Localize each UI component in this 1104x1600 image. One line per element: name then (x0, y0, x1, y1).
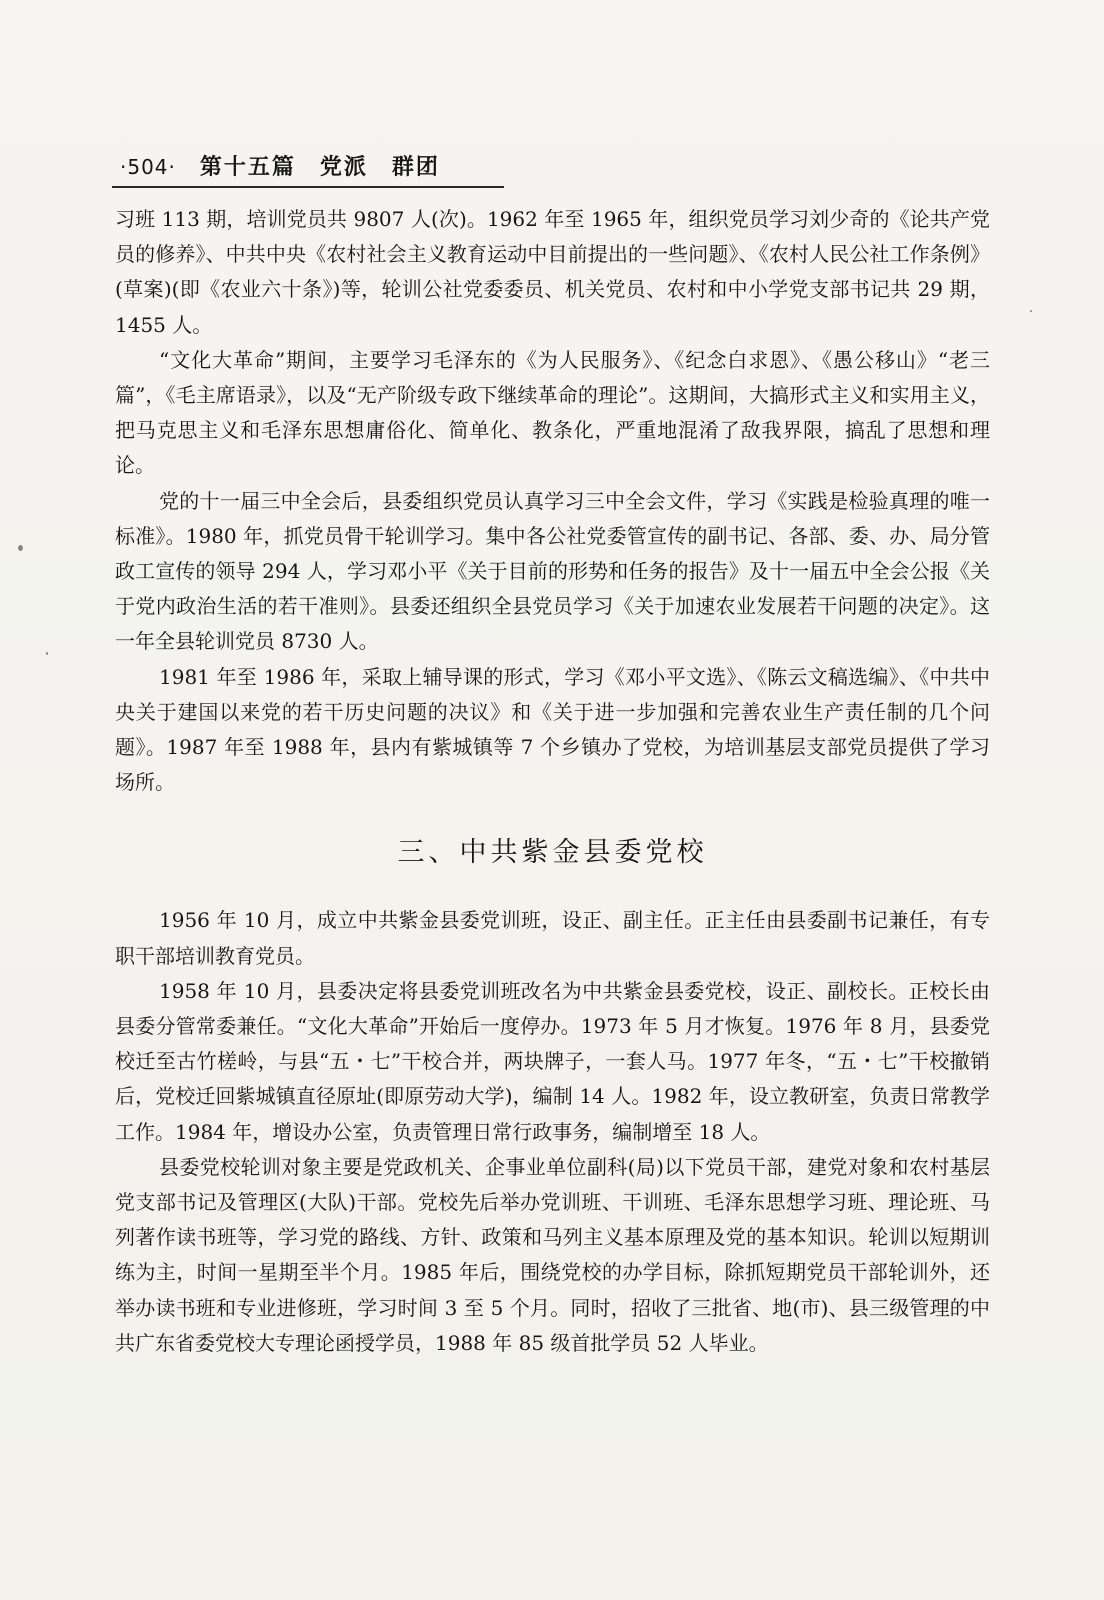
paragraph: 1981 年至 1986 年，采取上辅导课的形式，学习《邓小平文选》、《陈云文稿选编》、《中共中央关于建国以来党的若干历史问题的决议》和《关于进一步加强和完善农业生产责任制的几个问题》。1987 年至 1988 年，县内有紫城镇等 7 个乡镇办了党校，为培训基层支部党员提供了学习场所。 (115, 664, 990, 795)
page-number: ·504· (120, 155, 176, 179)
paragraph: 县委党校轮训对象主要是党政机关、企事业单位副科(局)以下党员干部，建党对象和农村基层党支部书记及管理区(大队)干部。党校先后举办党训班、干训班、毛泽东思想学习班、理论班、马列著作读书班等，学习党的路线、方针、政策和马列主义基本原理及党的基本知识。轮训以短期训练为主，时间一星期至半个月。1985 年后，围绕党校的办学目标，除抓短期党员干部轮训外，还举办读书班和专业进修班，学习时间 3 至 5 个月。同时，招收了三批省、地(市)、县三级管理的中共广东省委党校大专理论函授学员，1988 年 85 级首批学员 52 人毕业。 (115, 1154, 990, 1355)
paragraph: “文化大革命”期间，主要学习毛泽东的《为人民服务》、《纪念白求恩》、《愚公移山》“老三篇”，《毛主席语录》，以及“无产阶级专政下继续革命的理论”。这期间，大搞形式主义和实用主义，把马克思主义和毛泽东思想庸俗化、简单化、教条化，严重地混淆了敌我界限，搞乱了思想和理论。 (115, 347, 990, 478)
paragraph: 1956 年 10 月，成立中共紫金县委党训班，设正、副主任。正主任由县委副书记兼任，有专职干部培训教育党员。 (115, 908, 990, 968)
section-heading: 三、中共紫金县委党校 (397, 837, 708, 869)
body-text (115, 202, 990, 1361)
chapter-title: 第十五篇 党派 群团 (199, 155, 440, 180)
running-header (112, 150, 504, 188)
header-text (120, 150, 440, 181)
scan-speck (1030, 310, 1032, 312)
scan-speck (46, 652, 48, 655)
paragraph-continued: 习班 113 期，培训党员共 9807 人(次)。1962 年至 1965 年，组织党员学习刘少奇的《论共产党员的修养》、中共中央《农村社会主义教育运动中目前提出的一些问题》、《农村人民公社工作条例》(草案)(即《农业六十条》)等，轮训公社党委委员、机关党员、农村和中小学党支部书记共 29 期，1455 人。 (115, 207, 990, 337)
paragraph: 党的十一届三中全会后，县委组织党员认真学习三中全会文件，学习《实践是检验真理的唯一标准》。1980 年，抓党员骨干轮训学习。集中各公社党委管宣传的副书记、各部、委、办、局分管政工宣传的领导 294 人，学习邓小平《关于目前的形势和任务的报告》及十一届五中全会公报《关于党内政治生活的若干准则》。县委还组织全县党员学习《关于加速农业发展若干问题的决定》。这一年全县轮训党员 8730 人。 (115, 488, 990, 654)
scan-speck (18, 545, 23, 551)
paragraph: 1958 年 10 月，县委决定将县委党训班改名为中共紫金县委党校，设正、副校长。正校长由县委分管常委兼任。“文化大革命”开始后一度停办。1973 年 5 月才恢复。1976 年 8 月，县委党校迁至古竹槎岭，与县“五・七”干校合并，两块牌子，一套人马。1977 年冬，“五・七”干校撤销后，党校迁回紫城镇直径原址(即原劳动大学)，编制 14 人。1982 年，设立教研室，负责日常教学工作。1984 年，增设办公室，负责管理日常行政事务，编制增至 18 人。 (115, 978, 990, 1144)
